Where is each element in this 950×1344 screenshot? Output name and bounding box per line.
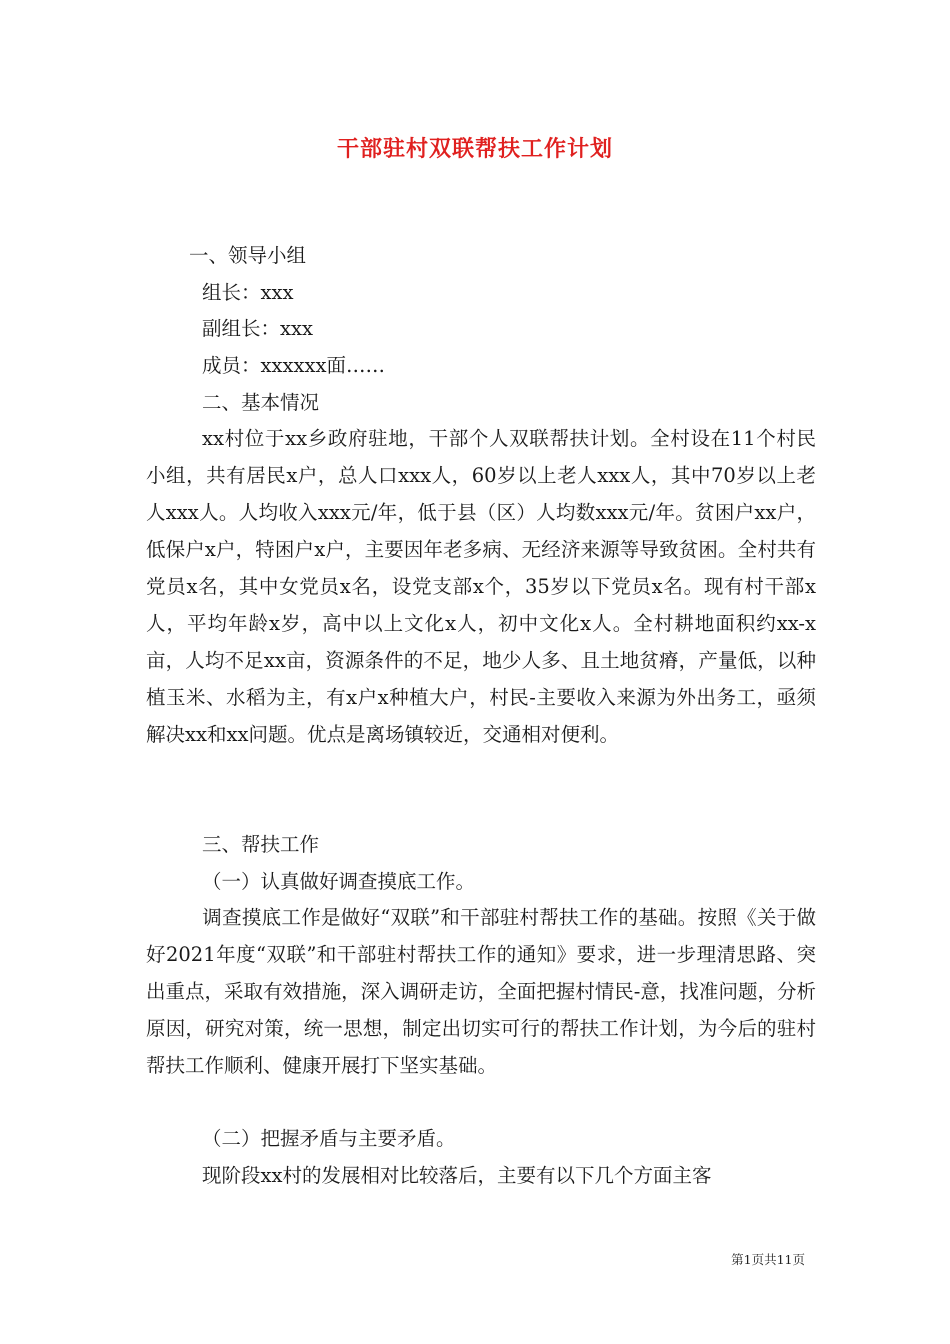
section-heading-leadership: 一、领导小组 xyxy=(189,244,307,267)
page-number-footer: 第1页共11页 xyxy=(731,1252,805,1267)
deputy-leader-line: 副组长：xxx xyxy=(202,317,313,340)
subsection-heading-survey: （一）认真做好调查摸底工作。 xyxy=(202,870,476,893)
contradictions-paragraph xyxy=(146,1157,816,1194)
basic-info-paragraph xyxy=(146,420,816,753)
members-line: 成员：xxxxxx面…… xyxy=(202,354,385,377)
basic-info-text: xx村位于xx乡政府驻地，干部个人双联帮扶计划。全村设在11个村民小组，共有居民x户，总人口xxx人，60岁以上老人xxx人，其中70岁以上老人xxx人。人均收入xxx元/年，低于县（区）人均数xxx元/年。贫困户xx户，低保户x户，特困户x户，主要因年老多病、无经济来源等导致贫困。全村共有党员x名，其中女党员x名，设党支部x个，35岁以下党员x名。现有村干部x人，平均年龄x岁，高中以上文化x人，初中文化x人。全村耕地面积约xx-x亩，人均不足xx亩，资源条件的不足，地少人多、且土地贫瘠，产量低，以种植玉米、水稻为主，有x户x种植大户，村民-主要收入来源为外出务工，亟须解决xx和xx问题。优点是离场镇较近，交通相对便利。 xyxy=(146,427,816,746)
contradictions-text: 现阶段xx村的发展相对比较落后，主要有以下几个方面主客 xyxy=(202,1164,712,1187)
survey-paragraph xyxy=(146,899,816,1084)
leader-line: 组长：xxx xyxy=(202,281,294,304)
section-heading-basic-info: 二、基本情况 xyxy=(202,391,320,414)
section-heading-assistance: 三、帮扶工作 xyxy=(202,833,320,856)
survey-text: 调查摸底工作是做好“双联”和干部驻村帮扶工作的基础。按照《关于做好2021年度“双联”和干部驻村帮扶工作的通知》要求，进一步理清思路、突出重点，采取有效措施，深入调研走访，全面把握村情民-意，找准问题，分析原因，研究对策，统一思想，制定出切实可行的帮扶工作计划，为今后的驻村帮扶工作顺利、健康开展打下坚实基础。 xyxy=(146,906,816,1077)
subsection-heading-contradictions: （二）把握矛盾与主要矛盾。 xyxy=(202,1127,456,1150)
document-title: 干部驻村双联帮扶工作计划 xyxy=(336,136,613,162)
